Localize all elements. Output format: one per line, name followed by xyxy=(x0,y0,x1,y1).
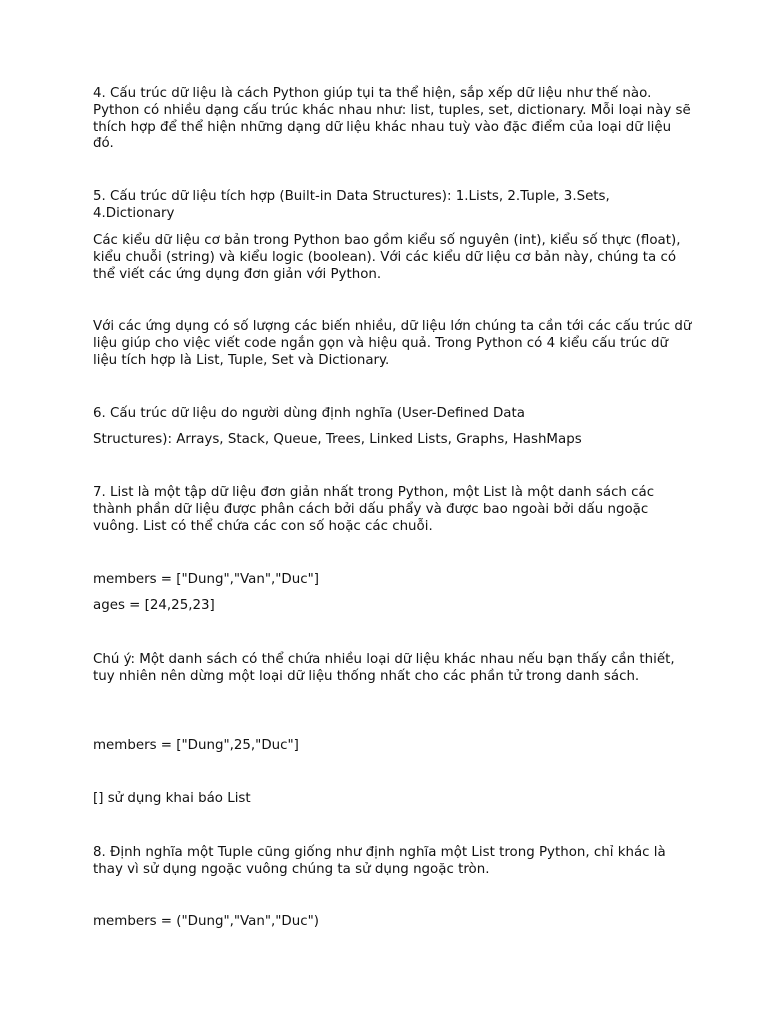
paragraph-basic-types: Các kiểu dữ liệu cơ bản trong Python bao gồm kiểu số nguyên (int), kiểu số thực (float), kiểu chuỗi (string) và kiểu logic (boolean). Với các kiểu dữ liệu cơ bản này, chúng ta có thể viết các ứng dụng đơn giản với Python. xyxy=(93,233,681,282)
paragraph-note: Chú ý: Một danh sách có thể chứa nhiều loại dữ liệu khác nhau nếu bạn thấy cần thiết, tuy nhiên nên dừng một loại dữ liệu thống nhất cho các phần tử trong danh sách. xyxy=(93,652,675,684)
paragraph-builtin-need: Với các ứng dụng có số lượng các biến nhiều, dữ liệu lớn chúng ta cần tới các cấu trúc dữ liệu giúp cho việc viết code ngắn gọn và hiệu quả. Trong Python có 4 kiểu cấu trúc dữ liệu tích hợp là List, Tuple, Set và Dictionary. xyxy=(93,319,692,368)
paragraph-list-definition: 7. List là một tập dữ liệu đơn giản nhất trong Python, một List là một danh sách các thành phần dữ liệu được phân cách bởi dấu phẩy và được bao ngoài bởi dấu ngoặc vuông. List có thể chứa các con số hoặc các chuỗi. xyxy=(93,485,655,534)
paragraph-builtin-structures: 5. Cấu trúc dữ liệu tích hợp (Built-in Data Structures): 1.Lists, 2.Tuple, 3.Sets, 4.Dictionary xyxy=(93,189,610,221)
code-mixed-list: members = ["Dung",25,"Duc"] xyxy=(93,738,299,753)
paragraph-data-structure-intro: 4. Cấu trúc dữ liệu là cách Python giúp tụi ta thể hiện, sắp xếp dữ liệu như thế nào. Python có nhiều dạng cấu trúc khác nhau như: list, tuples, set, dictionary. Mỗi loại này sẽ thích hợp để thể hiện những dạng dữ liệu khác nhau tuỳ vào đặc điểm của loại dữ liệu đó. xyxy=(93,86,691,152)
paragraph-user-defined-list: Structures): Arrays, Stack, Queue, Trees, Linked Lists, Graphs, HashMaps xyxy=(93,432,582,447)
code-members-list: members = ["Dung","Van","Duc"] xyxy=(93,572,319,587)
paragraph-list-brackets: [] sử dụng khai báo List xyxy=(93,791,251,806)
code-members-tuple: members = ("Dung","Van","Duc") xyxy=(93,914,319,929)
code-ages-list: ages = [24,25,23] xyxy=(93,598,215,613)
paragraph-tuple-definition: 8. Định nghĩa một Tuple cũng giống như định nghĩa một List trong Python, chỉ khác là thay vì sử dụng ngoặc vuông chúng ta sử dụng ngoặc tròn. xyxy=(93,845,666,877)
paragraph-user-defined-heading: 6. Cấu trúc dữ liệu do người dùng định nghĩa (User-Defined Data xyxy=(93,406,525,421)
